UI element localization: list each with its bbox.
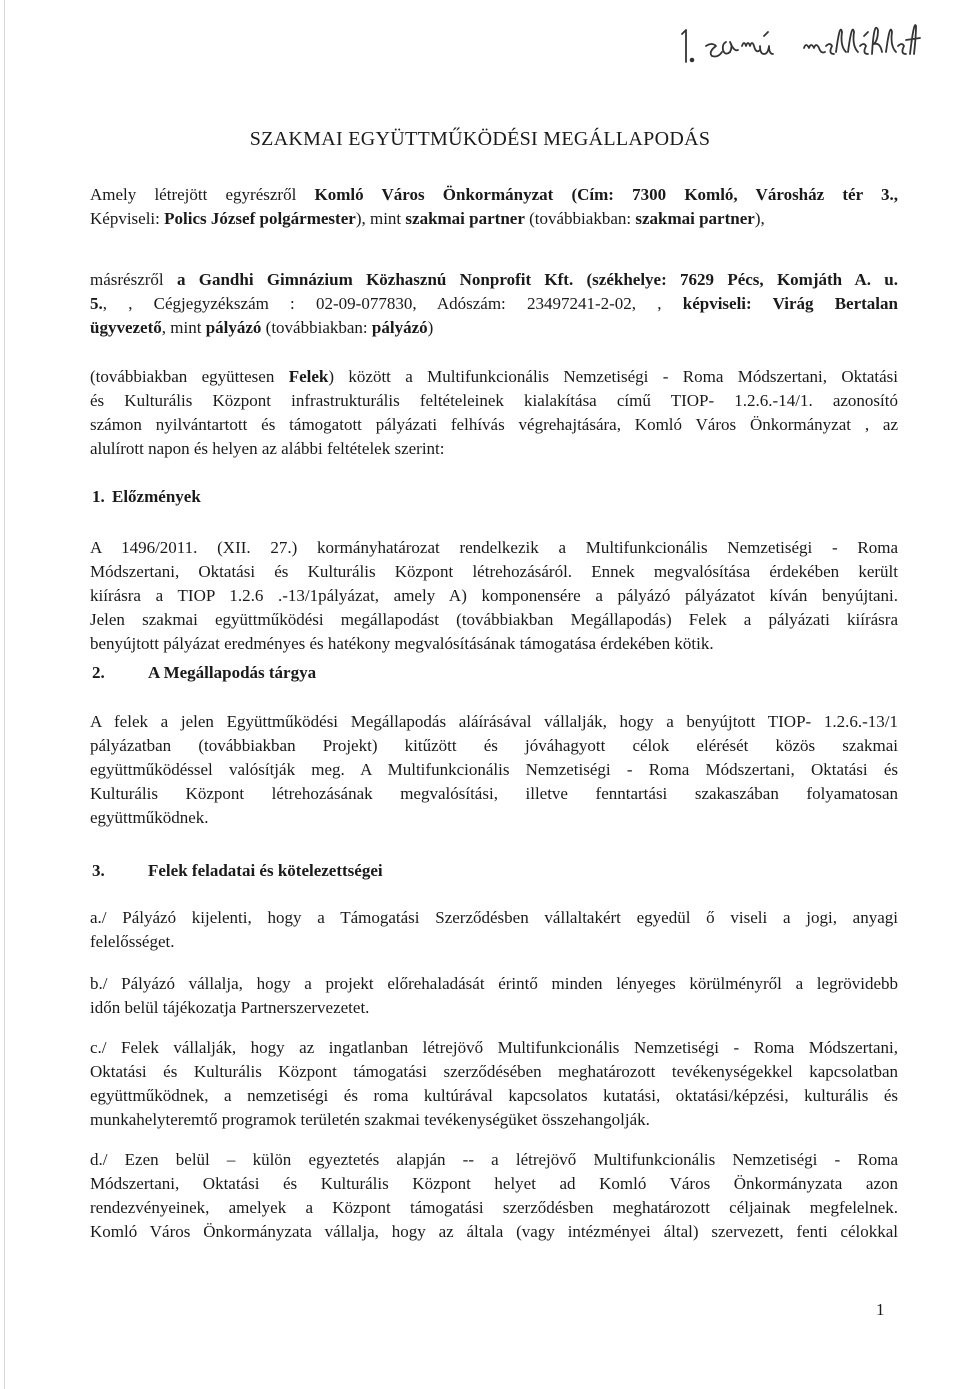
section-1-heading: 1. Előzmények bbox=[92, 487, 201, 506]
parties-together-paragraph: (továbbiakban együttesen Felek) között a Multifunkcionális Nemzetiségi - Roma Módszertani, Oktatási és Kulturális Központ infrastrukturális feltételeinek kialakítása című TIOP- 1.2.6.-14/1. azonosító számon nyilvántartott és támogatott pályázati felhívás végrehajtására, Komló Város Önkormányzat , az alulírott napon és helyen az alábbi feltételek szerint: bbox=[90, 367, 898, 458]
section-3-item-c: c./ Felek vállalják, hogy az ingatlanban létrejövő Multifunkcionális Nemzetiségi - Roma Módszertani, Oktatási és Kulturális Központ támogatási szerződésében meghatározott tevékenységekkel kapcsolatban együttműködnek, a nemzetiségi és roma kultúrával kapcsolatos kutatási, oktatási/képzési, kulturális és munkahelyteremtő programok területén szakmai tevékenységüket összehangolják. bbox=[90, 1038, 898, 1129]
page-number: 1 bbox=[876, 1300, 885, 1319]
section-3-heading: 3. Felek feladatai és kötelezettségei bbox=[92, 861, 383, 880]
section-1-body: A 1496/2011. (XII. 27.) kormányhatározat rendelkezik a Multifunkcionális Nemzetiségi - Roma Módszertani, Oktatási és Kulturális Központ létrehozásáról. Ennek megvalósítása érdekében került kiírásra a TIOP 1.2.6 .-13/1pályázat, amely A) komponensére a pályázó pályázatot kíván benyújtani. Jelen szakmai együttműködési megállapodást (továbbiakban Megállapodás) Felek a pályázati kiírásra benyújtott pályázat eredményes és hatékony megvalósításának támogatása érdekében kötik. bbox=[90, 538, 898, 653]
section-3-item-b: b./ Pályázó vállalja, hogy a projekt előrehaladását érintő minden lényeges körülményről a legrövidebb időn belül tájékozatja Partnerszervezetet. bbox=[90, 974, 898, 1017]
document-title: SZAKMAI EGYÜTTMŰKÖDÉSI MEGÁLLAPODÁS bbox=[249, 128, 711, 150]
scan-edge bbox=[4, 0, 5, 1389]
section-3-item-d: d./ Ezen belül – külön egyeztetés alapján -- a létrejövő Multifunkcionális Nemzetiségi - Roma Módszertani, Oktatási és Kulturális Központ helyet ad Komló Város Önkormányzata azon rendezvényeinek, amelyek a Központ támogatási szerződésben meghatározott céljainak megfelelnek. Komló Város Önkormányzata vállalja, hogy az általa (vagy intézményei által) szervezett, fenti célokkal bbox=[90, 1150, 898, 1241]
party-one-paragraph: Amely létrejött egyrészről Komló Város Önkormányzat (Cím: 7300 Komló, Városház tér 3., Képviseli: Polics József polgármester), mint szakmai partner (továbbiakban: szakmai partner), bbox=[90, 185, 898, 228]
section-3-item-a: a./ Pályázó kijelenti, hogy a Támogatási Szerződésben vállaltakért egyedül ő viseli a jogi, anyagi felelősséget. bbox=[90, 908, 898, 951]
section-2-body: A felek a jelen Együttműködési Megállapodás aláírásával vállalják, hogy a benyújtott TIOP- 1.2.6.-13/1 pályázatban (továbbiakban Projekt) kitűzött és jóváhagyott célok elérését közös szakmai együttműködéssel valósítják meg. A Multifunkcionális Nemzetiségi - Roma Módszertani, Oktatási és Kulturális Központ létrehozásának megvalósítási, illetve fenntartási szakaszában folyamatosan együttműködnek. bbox=[90, 712, 898, 827]
section-2-heading: 2. A Megállapodás tárgya bbox=[92, 663, 317, 682]
party-two-paragraph: másrészről a Gandhi Gimnázium Közhasznú Nonprofit Kft. (székhelye: 7629 Pécs, Komjáth A. u. 5., , Cégjegyzékszám : 02-09-077830, Adószám: 23497241-2-02, , képviseli: Virág Bertalan ügyvezető, mint pályázó (továbbiakban: pályázó) bbox=[90, 270, 898, 337]
handwritten-annotation bbox=[672, 12, 952, 70]
